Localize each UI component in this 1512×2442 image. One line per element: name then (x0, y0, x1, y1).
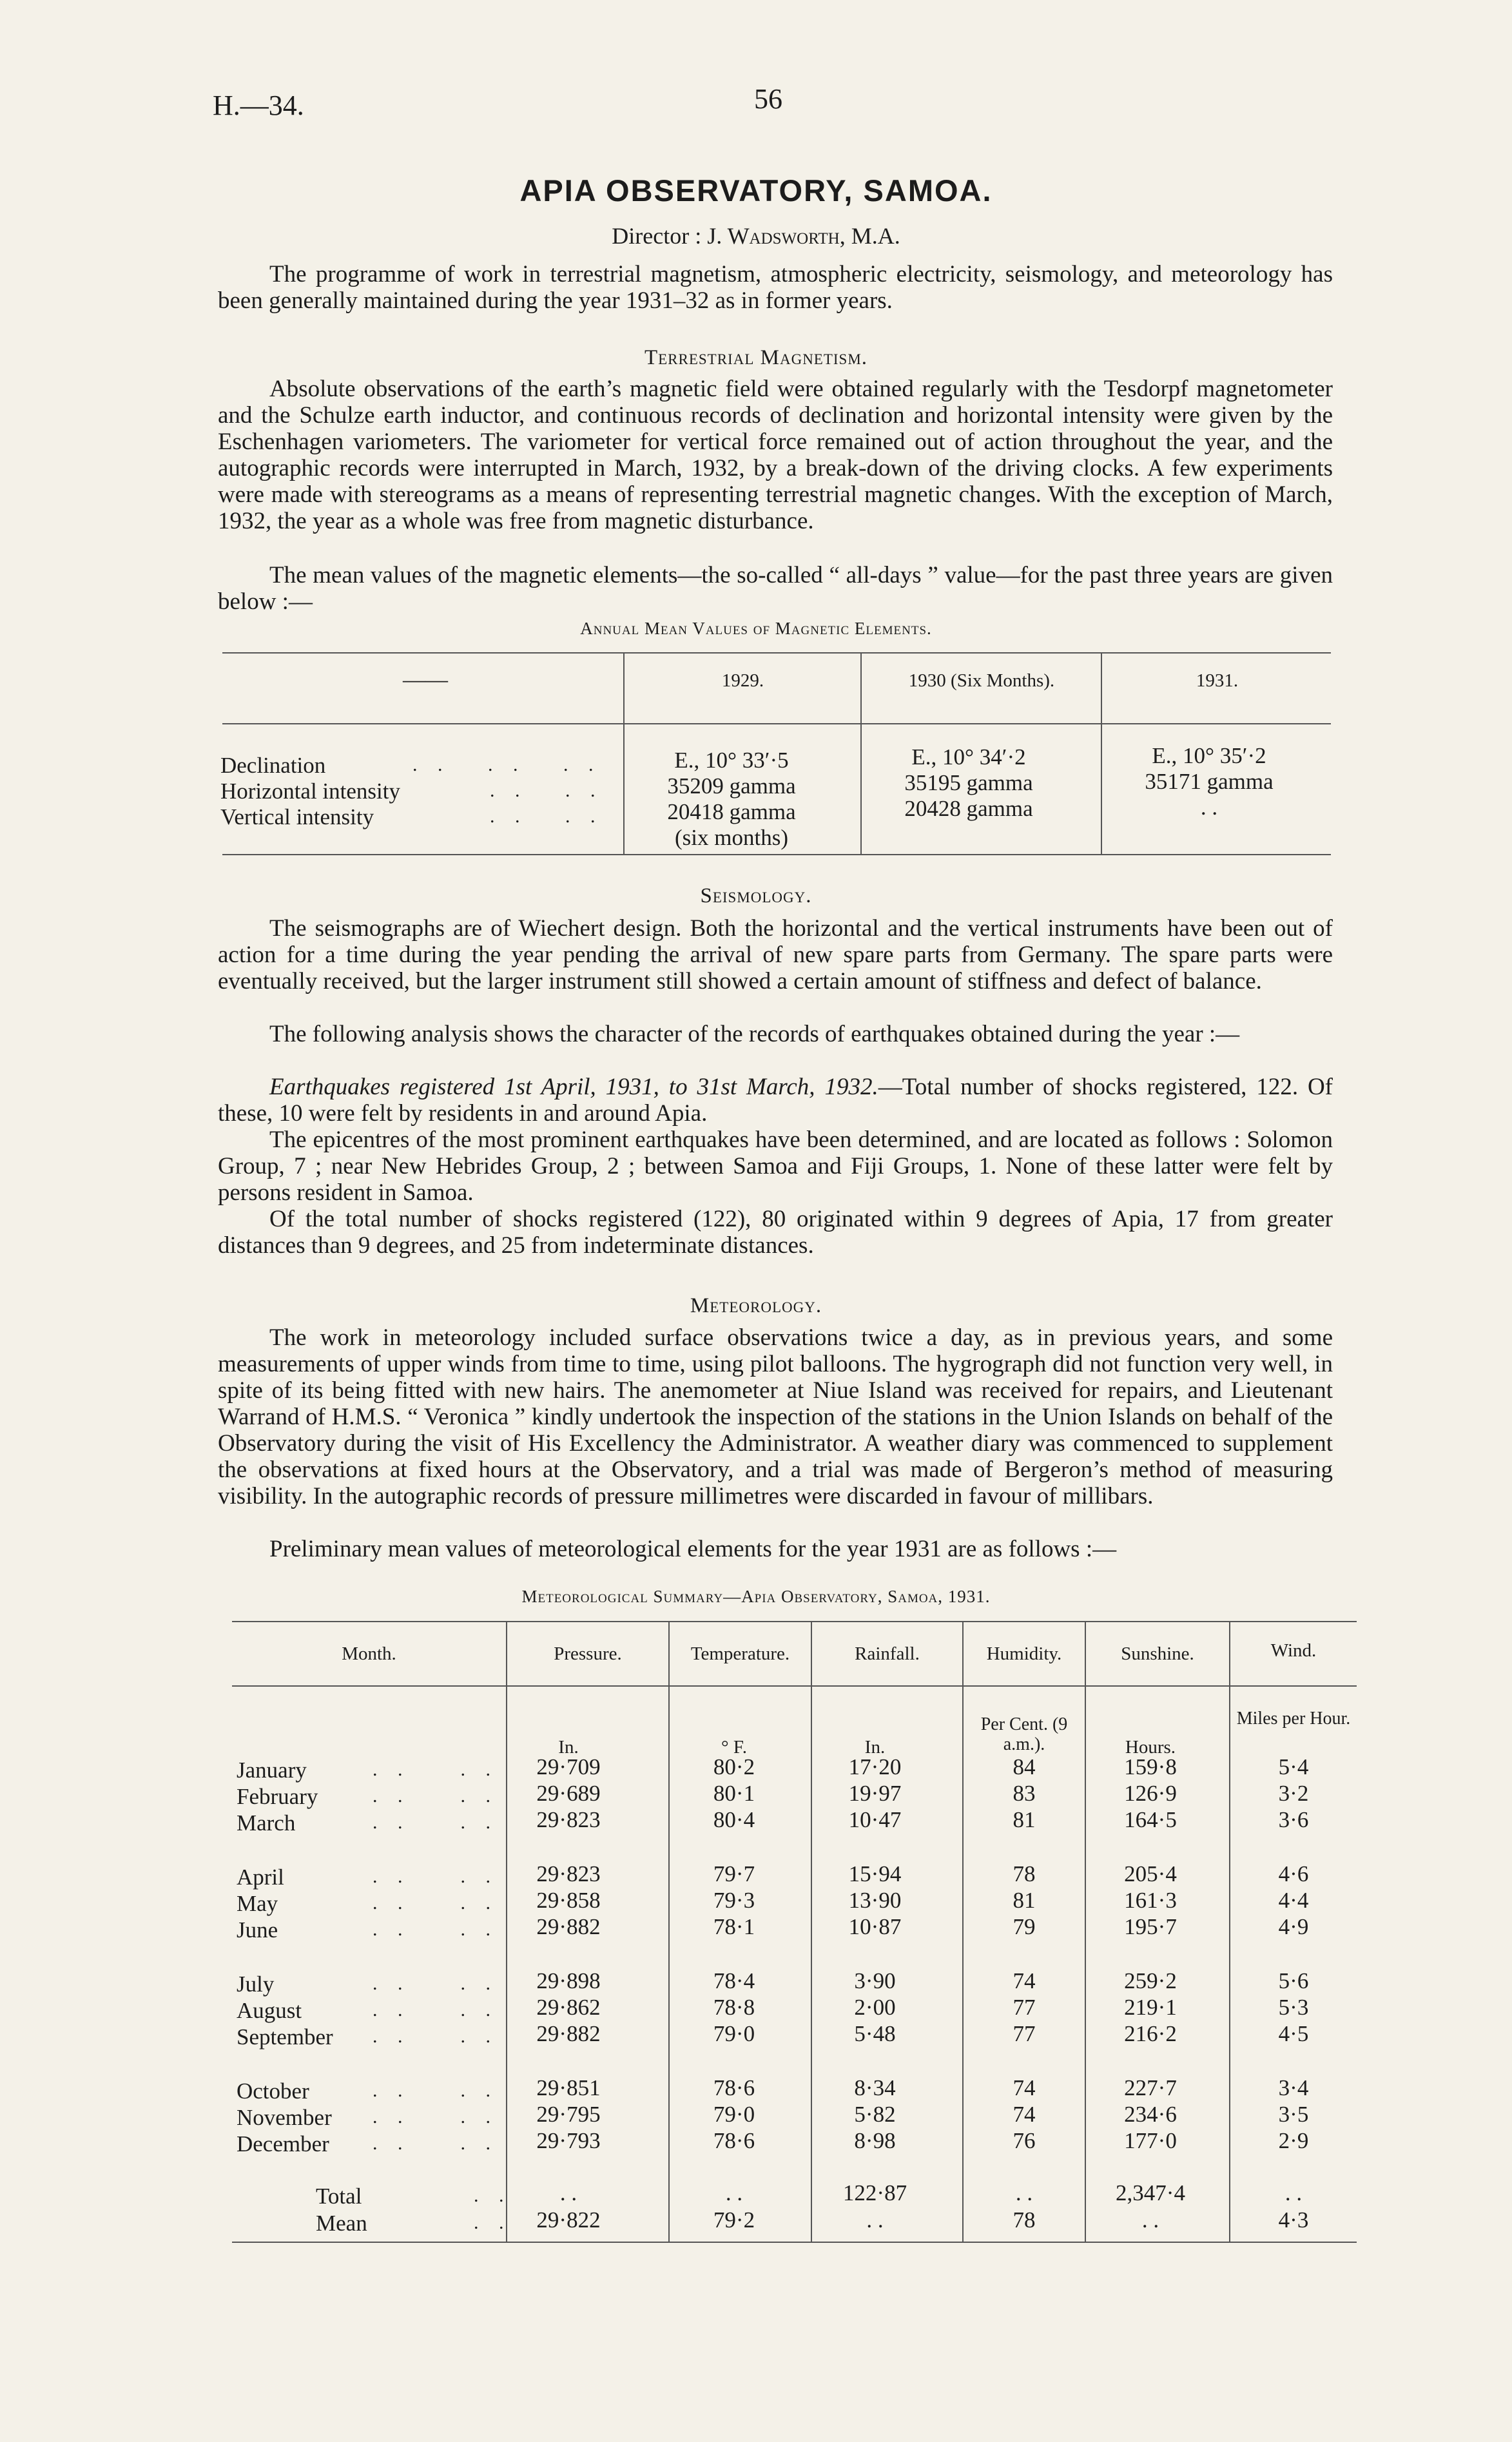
total-temperature-value: . . (725, 2180, 743, 2205)
wind-value: 3·2 (1278, 1781, 1309, 1806)
note-1929-six-months: (six months) (675, 825, 788, 850)
wind-value: 4·4 (1278, 1888, 1309, 1913)
month-label: June (237, 1917, 278, 1943)
earthquake-period-italic: Earthquakes registered 1st April, 1931, to 31st March, 1932. (269, 1074, 878, 1100)
mean-pressure-value: 29·822 (536, 2207, 601, 2233)
month-label: February (237, 1784, 318, 1809)
page-number: 56 (754, 83, 782, 115)
humidity-value: 77 (1013, 2021, 1036, 2046)
table-column-rule (860, 652, 862, 854)
wind-value: 2·9 (1278, 2128, 1309, 2153)
seismology-paragraph-2: The following analysis shows the character of the records of earthquakes obtained during the year :— (269, 1021, 1240, 1047)
leader-dots: . . . . (373, 1785, 498, 1807)
humidity-value: 76 (1013, 2128, 1036, 2153)
pressure-value: 29·823 (536, 1861, 601, 1886)
total-humidity-value: . . (1015, 2180, 1033, 2205)
sunshine-value: 164·5 (1124, 1807, 1177, 1832)
temperature-value: 78·4 (713, 1968, 755, 1993)
column-header-1931: 1931. (1196, 670, 1239, 691)
mean-temperature-value: 79·2 (713, 2207, 755, 2233)
row-label-horizontal-intensity: Horizontal intensity (220, 779, 400, 804)
rainfall-value: 10·47 (848, 1807, 902, 1832)
magnetism-paragraph-2: The mean values of the magnetic elements—the so-called “ all-days ” value—for the past three years are given below :— (218, 562, 1333, 615)
rainfall-value: 5·48 (854, 2021, 896, 2046)
value-1929-horizontal: 35209 gamma (667, 773, 796, 799)
total-pressure-value: . . (559, 2180, 577, 2205)
table-rule (222, 652, 1331, 654)
humidity-value: 74 (1013, 2075, 1036, 2100)
column-header-1929: 1929. (721, 670, 764, 691)
mean-rainfall-value: . . (866, 2207, 884, 2233)
temperature-value: 80·2 (713, 1754, 755, 1779)
month-label: May (237, 1891, 278, 1916)
wind-value: 3·6 (1278, 1807, 1309, 1832)
pressure-value: 29·882 (536, 1914, 601, 1939)
sunshine-value: 227·7 (1124, 2075, 1177, 2100)
temperature-value: 80·4 (713, 1807, 755, 1832)
temperature-value: 79·7 (713, 1861, 755, 1886)
temperature-value: 78·8 (713, 1995, 755, 2020)
month-label: September (237, 2024, 333, 2050)
month-label: November (237, 2105, 332, 2130)
total-rainfall-value: 122·87 (842, 2180, 907, 2205)
month-label: October (237, 2079, 309, 2104)
leader-dots: . . . . (490, 806, 603, 827)
column-header-1930: 1930 (Six Months). (908, 670, 1055, 691)
unit-rainfall: In. (864, 1737, 886, 1758)
humidity-value: 79 (1013, 1914, 1036, 1939)
director-prefix: Director : (612, 223, 702, 249)
seismology-paragraph-3 (218, 1074, 1333, 1127)
humidity-value: 81 (1013, 1807, 1036, 1832)
leader-dots: . . . . (373, 2080, 498, 2101)
temperature-value: 79·0 (713, 2102, 755, 2127)
total-label: Total (316, 2184, 362, 2209)
leader-dots: . . . . (373, 1973, 498, 1994)
pressure-value: 29·882 (536, 2021, 601, 2046)
leader-dots: . . . . (373, 1866, 498, 1887)
mean-wind-value: 4·3 (1278, 2207, 1309, 2233)
rainfall-value: 2·00 (854, 1995, 896, 2020)
leader-dots: . . . . (373, 1812, 498, 1833)
humidity-value: 81 (1013, 1888, 1036, 1913)
director-line (0, 222, 1512, 249)
meteorology-paragraph-2: Preliminary mean values of meteorological elements for the year 1931 are as follows :— (269, 1536, 1117, 1562)
wind-value: 5·6 (1278, 1968, 1309, 1993)
sunshine-value: 195·7 (1124, 1914, 1177, 1939)
total-sunshine-value: 2,347·4 (1116, 2180, 1185, 2205)
temperature-value: 78·1 (713, 1914, 755, 1939)
humidity-value: 77 (1013, 1995, 1036, 2020)
table-rule (232, 2242, 1357, 2243)
sunshine-value: 126·9 (1124, 1781, 1177, 1806)
month-label: April (237, 1865, 284, 1890)
pressure-value: 29·709 (536, 1754, 601, 1779)
rainfall-value: 3·90 (854, 1968, 896, 1993)
seismology-paragraph-4: The epicentres of the most prominent earthquakes have been determined, and are located as follows : Solomon Group, 7 ; near New Hebrides Group, 2 ; between Samoa and Fiji Groups, 1. None of these latter were felt by persons resident in Samoa. (218, 1127, 1333, 1206)
magnetic-table-caption: Annual Mean Values of Magnetic Elements. (580, 619, 932, 638)
table-header-blank: —— (403, 667, 448, 692)
table-rule (232, 1685, 1357, 1687)
section-heading-meteorology: Meteorology. (690, 1294, 822, 1317)
month-label: August (237, 1998, 302, 2023)
rainfall-value: 15·94 (848, 1861, 902, 1886)
wind-value: 4·5 (1278, 2021, 1309, 2046)
table-column-rule (623, 652, 625, 854)
document-reference: H.—34. (213, 90, 304, 121)
section-heading-magnetism: Terrestrial Magnetism. (644, 346, 868, 369)
temperature-value: 80·1 (713, 1781, 755, 1806)
leader-dots: . . . . (373, 1892, 498, 1914)
column-header-rainfall: Rainfall. (855, 1643, 920, 1664)
month-label: January (237, 1758, 307, 1783)
pressure-value: 29·862 (536, 1995, 601, 2020)
temperature-value: 79·3 (713, 1888, 755, 1913)
humidity-value: 74 (1013, 2102, 1036, 2127)
wind-value: 5·4 (1278, 1754, 1309, 1779)
mean-sunshine-value: . . (1141, 2207, 1159, 2233)
leader-dots: . . (474, 2212, 512, 2233)
intro-paragraph: The programme of work in terrestrial magnetism, atmospheric electricity, seismology, and meteorology has been generally maintained during the year 1931–32 as in former years. (218, 261, 1333, 314)
temperature-value: 78·6 (713, 2128, 755, 2153)
humidity-value: 84 (1013, 1754, 1036, 1779)
column-header-sunshine: Sunshine. (1121, 1643, 1194, 1664)
value-1930-horizontal: 35195 gamma (904, 770, 1033, 795)
pressure-value: 29·898 (536, 1968, 601, 1993)
meteorology-paragraph-1: The work in meteorology included surface observations twice a day, as in previous years, and some measurements of upper winds from time to time, using pilot balloons. The hygrograph did not function very well, in spite of its being fitted with new hairs. The anemometer at Niue Island was received for repairs, and Lieutenant Warrand of H.M.S. “ Veronica ” kindly undertook the inspection of the stations in the Union Islands on behalf of the Observatory during the visit of His Excellency the Administrator. A weather diary was commenced to supplement the observations at fixed hours at the Observatory, and a trial was made of Bergeron’s method of measuring visibility. In the autographic records of pressure millimetres were discarded in favour of millibars. (218, 1324, 1333, 1509)
sunshine-value: 234·6 (1124, 2102, 1177, 2127)
sunshine-value: 216·2 (1124, 2021, 1177, 2046)
leader-dots: . . . . (373, 2026, 498, 2047)
table-rule (222, 723, 1331, 724)
sunshine-value: 259·2 (1124, 1968, 1177, 1993)
unit-humidity: Per Cent. (9 a.m.). (980, 1714, 1068, 1754)
rainfall-value: 8·98 (854, 2128, 896, 2153)
month-label: July (237, 1972, 275, 1997)
humidity-value: 78 (1013, 1861, 1036, 1886)
sunshine-value: 205·4 (1124, 1861, 1177, 1886)
leader-dots: . . . . (373, 1759, 498, 1780)
sunshine-value: 161·3 (1124, 1888, 1177, 1913)
table-column-rule (1101, 652, 1102, 854)
sunshine-value: 177·0 (1124, 2128, 1177, 2153)
leader-dots: . . . . (373, 1919, 498, 1940)
director-name: J. Wadsworth, M.A. (707, 223, 900, 249)
row-label-vertical-intensity: Vertical intensity (220, 804, 374, 829)
unit-temperature: ° F. (721, 1737, 747, 1758)
meteorology-table-caption: Meteorological Summary—Apia Observatory, Samoa, 1931. (521, 1587, 991, 1606)
unit-pressure: In. (558, 1737, 579, 1758)
rainfall-value: 5·82 (854, 2102, 896, 2127)
magnetism-paragraph-1: Absolute observations of the earth’s magnetic field were obtained regularly with the Tesdorpf magnetometer and the Schulze earth inductor, and continuous records of declination and horizontal intensity were given by the Eschenhagen variometers. The variometer for vertical force remained out of action throughout the year, and the autographic records were interrupted in March, 1932, by a break-down of the driving clocks. A few experiments were made with stereograms as a means of representing terrestrial magnetic changes. With the exception of March, 1932, the year as a whole was free from magnetic disturbance. (218, 376, 1333, 534)
seismology-paragraph-5: Of the total number of shocks registered (122), 80 originated within 9 degrees of Apia, 17 from greater distances than 9 degrees, and 25 from indeterminate distances. (218, 1206, 1333, 1259)
seismology-paragraph-1: The seismographs are of Wiechert design. Both the horizontal and the vertical instruments have been out of action for a time during the year pending the arrival of new spare parts from Germany. The spare parts were eventually received, but the larger instrument still showed a certain amount of stiffness and defect of balance. (218, 915, 1333, 994)
table-rule (232, 1621, 1357, 1622)
value-1930-declination: E., 10° 34′·2 (911, 744, 1026, 770)
temperature-value: 78·6 (713, 2075, 755, 2100)
table-rule (222, 854, 1331, 855)
leader-dots: . . . . (373, 2133, 498, 2154)
leader-dots: . . . . (373, 2106, 498, 2127)
column-header-temperature: Temperature. (690, 1643, 790, 1664)
sunshine-value: 219·1 (1124, 1995, 1177, 2020)
month-label: March (237, 1810, 296, 1836)
value-1931-declination: E., 10° 35′·2 (1152, 743, 1266, 768)
column-header-pressure: Pressure. (554, 1643, 622, 1664)
unit-wind: Miles per Hour. (1236, 1709, 1351, 1729)
rainfall-value: 8·34 (854, 2075, 896, 2100)
mean-humidity-value: 78 (1013, 2207, 1036, 2233)
value-1929-vertical: 20418 gamma (667, 799, 796, 824)
column-header-wind: Wind. (1270, 1640, 1317, 1661)
mean-label: Mean (316, 2211, 367, 2236)
wind-value: 4·6 (1278, 1861, 1309, 1886)
section-heading-seismology: Seismology. (700, 884, 812, 907)
row-label-declination: Declination (220, 753, 326, 778)
pressure-value: 29·823 (536, 1807, 601, 1832)
unit-sunshine: Hours. (1125, 1737, 1176, 1758)
wind-value: 5·3 (1278, 1995, 1309, 2020)
leader-dots: . . . . (490, 780, 603, 801)
leader-dots: . . . . (373, 1999, 498, 2020)
humidity-value: 83 (1013, 1781, 1036, 1806)
total-wind-value: . . (1284, 2180, 1303, 2205)
page-title: APIA OBSERVATORY, SAMOA. (519, 173, 993, 208)
wind-value: 3·5 (1278, 2102, 1309, 2127)
leader-dots: . . (474, 2185, 512, 2206)
rainfall-value: 17·20 (848, 1754, 902, 1779)
humidity-value: 74 (1013, 1968, 1036, 1993)
pressure-value: 29·793 (536, 2128, 601, 2153)
wind-value: 3·4 (1278, 2075, 1309, 2100)
column-header-humidity: Humidity. (986, 1643, 1062, 1664)
pressure-value: 29·851 (536, 2075, 601, 2100)
pressure-value: 29·858 (536, 1888, 601, 1913)
earthquake-count-text: —Total number of shocks registered, 122. Of these, 10 were felt by residents in and around Apia. (218, 1074, 1333, 1127)
column-header-month: Month. (342, 1643, 396, 1664)
pressure-value: 29·689 (536, 1781, 601, 1806)
rainfall-value: 19·97 (848, 1781, 902, 1806)
month-label: December (237, 2131, 329, 2156)
wind-value: 4·9 (1278, 1914, 1309, 1939)
leader-dots: . . . . . . (412, 754, 601, 775)
value-1929-declination: E., 10° 33′·5 (674, 748, 789, 773)
value-1931-vertical: . . (1200, 795, 1218, 820)
temperature-value: 79·0 (713, 2021, 755, 2046)
rainfall-value: 13·90 (848, 1888, 902, 1913)
sunshine-value: 159·8 (1124, 1754, 1177, 1779)
value-1930-vertical: 20428 gamma (904, 796, 1033, 821)
value-1931-horizontal: 35171 gamma (1145, 769, 1274, 794)
rainfall-value: 10·87 (848, 1914, 902, 1939)
pressure-value: 29·795 (536, 2102, 601, 2127)
